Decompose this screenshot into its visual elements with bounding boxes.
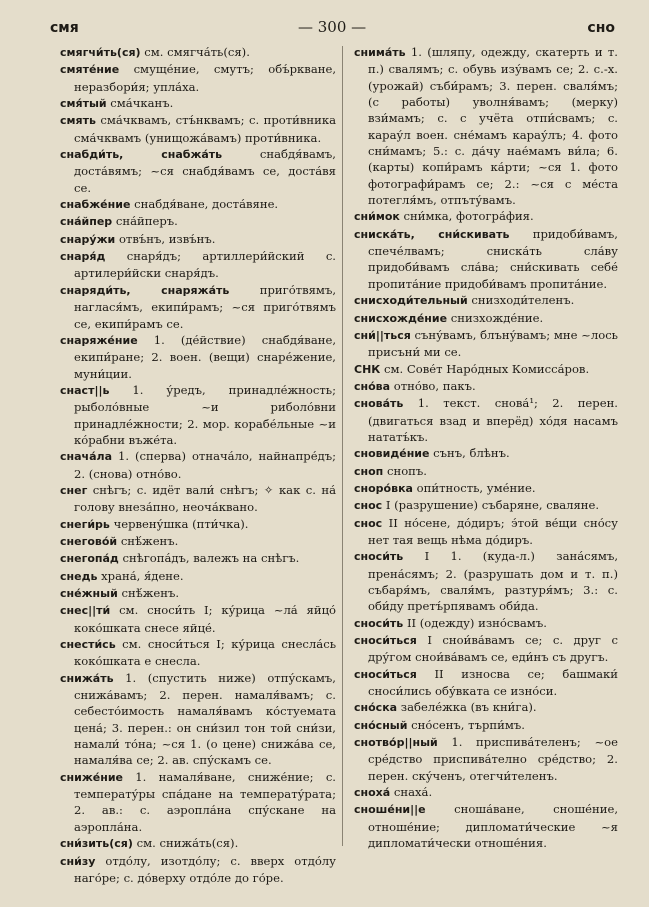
entry-headword: снару́жи [60, 232, 116, 246]
entry-definition: снизхожде́ние. [450, 310, 544, 325]
entry-headword: СНК [354, 362, 381, 376]
entry-headword: сне́жный [60, 587, 118, 600]
entry-definition: смуще́ние, смутъ; объ́ркване, неразбори́я; упла́ха. [74, 62, 337, 94]
entry-definition: снопъ. [386, 463, 427, 478]
entry-headword: сно́ска [354, 701, 398, 715]
dictionary-entry [60, 533, 336, 550]
entry-headword: снести́сь [60, 638, 116, 652]
entry-definition: забеле́жка (въ кни́га). [400, 700, 537, 715]
entry-headword: смяте́ние [60, 63, 120, 77]
entry-headword: смя́тый [60, 97, 107, 111]
entry-definition: снаха́. [393, 785, 433, 800]
entry-definition: снѣгъ; с. идёт вали́ снѣгъ; ✧ как с. на́ голову внеза́пно, неоча́квано. [74, 482, 336, 515]
entry-definition: приго́твямъ, наглася́мъ, екипи́рамъ; ~ся приго́твямъ се, екипи́рамъ се. [74, 282, 337, 331]
entry-definition: храна́, я́дене. [101, 568, 184, 583]
dictionary-entry [354, 734, 618, 784]
dictionary-entry [60, 248, 336, 282]
dictionary-entry [60, 769, 336, 835]
entry-headword: снима́ть [354, 46, 406, 59]
dictionary-entry [60, 382, 336, 448]
entry-definition: 1. у́редъ, принадле́жность; рыболо́вные ~и риболо́вни принадле́жности; 2. мор. корабе́льные ~и ко́рабни въже́та. [74, 382, 336, 447]
dictionary-entry [354, 463, 618, 480]
left-column [60, 44, 336, 886]
entry-headword: сноси́ться [354, 634, 417, 648]
entry-definition: II но́сене, до́диръ; э́той ве́щи сно́су нет тая вещь нѣма до́диръ. [368, 515, 618, 547]
dictionary-entry [60, 550, 336, 567]
entry-definition: снабдя́вамъ, доста́вямъ; ~ся снабдя́вамъ се, доста́вя се. [74, 147, 336, 195]
header-right-guide-word: сно [587, 20, 615, 36]
entry-headword: сни́мок [354, 210, 400, 224]
dictionary-entry [354, 717, 618, 734]
dictionary-entry [354, 699, 618, 716]
entry-definition: II износва се; башмаки́ сноси́лись обу́вката се изно́си. [368, 666, 618, 699]
page-header [0, 16, 649, 40]
dictionary-entry [60, 332, 336, 382]
entry-definition: 1. (шляпу, одежду, скатерть и т. п.) свалямъ; с. обувь изу́вамъ се; 2. с.-х. (урожай) съби́рамъ; 3. перен. сваля́мъ; (с работы) уволня́вамъ; (мерку) взи́мамъ; с. с учёта отпи́свамъ; с. карау́л воен. сне́мамъ карау́лъ; 4. фото сни́мамъ; 5.: с. да́чу нае́мамъ ви́ла; 6. (карты) копи́рамъ ка́рти; ~ся 1. фото фотографи́рамъ се; 2.: ~ся с ме́ста потегля́мъ, отпъту́вамъ. [368, 45, 618, 208]
entry-definition: I 1. (куда-л.) зана́сямъ, прена́сямъ; 2. (разрушать дом и т. п.) събаря́мъ, сваля́мъ, разтуря́мъ; 3.: с. оби́ду претъ́рпявамъ оби́да. [368, 549, 619, 614]
entry-definition: I (разрушение) събаряне, сваляне. [385, 498, 600, 513]
entry-headword: сноси́ть [354, 550, 404, 564]
entry-headword: сни́зу [60, 854, 96, 868]
entry-definition: см. смягча́ть(ся). [144, 45, 250, 59]
entry-definition: сма́чканъ. [110, 96, 174, 111]
dictionary-entry [354, 378, 618, 395]
entry-headword: снаст||ь [60, 383, 110, 397]
dictionary-entry [60, 44, 336, 61]
entry-definition: сни́мка, фотогра́фия. [403, 209, 534, 224]
dictionary-entry [354, 497, 618, 514]
entry-definition: снoша́ване, снoше́ние, отноше́ние; дипломати́ческие ~я дипломати́чески отноше́ния. [368, 802, 618, 851]
dictionary-entry [354, 632, 618, 666]
dictionary-entry [60, 516, 336, 533]
entry-headword: снабди́ть, снабжа́ть [60, 148, 223, 162]
entry-definition: сно́сенъ, търпи́мъ. [411, 717, 525, 732]
dictionary-entry [354, 44, 618, 208]
entry-headword: сноро́вка [354, 481, 413, 495]
dictionary-entry [60, 853, 336, 887]
dictionary-entry [354, 548, 618, 614]
entry-definition: придоби́вамъ, спече́лвамъ; сниска́ть сла́ву придоби́вамъ сла́ва; сни́скивать себе́ пропита́ние придоби́вамъ пропита́ние. [368, 226, 618, 291]
entry-headword: снисходи́тельный [354, 294, 468, 308]
entry-definition: 1. (сперва) отнача́ло, найнапре́дъ; 2. (снова) отно́во. [74, 449, 336, 481]
entry-headword: смять [60, 114, 96, 128]
entry-headword: снос [354, 499, 383, 513]
dictionary-entry [354, 361, 618, 378]
entry-headword: сновиде́ние [354, 447, 430, 461]
dictionary-entry [354, 445, 618, 462]
dictionary-entry [60, 213, 336, 230]
page-number: — 300 — [298, 18, 367, 36]
dictionary-entry [60, 95, 336, 112]
entry-headword: сни́||ться [354, 328, 411, 342]
entry-headword: снoха́ [354, 786, 391, 800]
dictionary-entry [354, 208, 618, 225]
entry-definition: см. Сове́т Наро́дных Комисса́ров. [383, 361, 590, 376]
dictionary-entry [60, 146, 336, 196]
dictionary-entry [354, 226, 618, 292]
dictionary-entry [354, 515, 618, 549]
entry-definition: снизходи́теленъ. [471, 293, 575, 308]
entry-definition: 1. текст. снова́¹; 2. перен. (двигаться взад и вперёд) хо́дя насамъ нататъ́къ. [368, 396, 618, 444]
entry-definition: отдо́лу, изотдо́лу; с. вверх отдо́лу наго́ре; с. до́верху отдо́ле до го́ре. [74, 853, 336, 885]
right-column [354, 44, 618, 852]
entry-definition: II (одежду) изно́свамъ. [406, 615, 547, 630]
header-left-guide-word: смя [50, 20, 79, 36]
entry-definition: сънъ, блѣнъ. [433, 446, 510, 461]
dictionary-entry [354, 292, 618, 309]
entry-headword: сна́йпер [60, 215, 113, 229]
dictionary-entry [354, 395, 618, 445]
entry-definition: сма́чквамъ, стъ́нквамъ; с. проти́вника сма́чквамъ (унищожа́вамъ) проти́вника. [74, 113, 337, 145]
dictionary-entry [60, 196, 336, 213]
entry-definition: опи́тность, уме́ние. [416, 480, 536, 495]
entry-headword: снеги́рь [60, 517, 110, 531]
entry-definition: I снои́ва́вамъ се; с. друг с дру́гом снои́ва́вамъ се, еди́нъ съ другъ. [368, 633, 618, 665]
entry-headword: снос [354, 516, 383, 530]
entry-headword: снача́ла [60, 450, 112, 464]
entry-definition: сна́йперъ. [115, 214, 178, 229]
dictionary-entry [60, 670, 336, 769]
entry-headword: снегопа́д [60, 552, 119, 566]
entry-definition: снабдя́ване, доста́вяне. [134, 197, 279, 212]
entry-definition: 1. (де́йствие) снабдя́ване, екипи́ране; 2. воен. (вещи) снаре́жение, муни́ции. [74, 332, 337, 381]
entry-headword: снотво́р||ный [354, 736, 438, 750]
entry-headword: снег [60, 483, 88, 497]
entry-headword: снес||ти́ [60, 604, 111, 618]
entry-headword: сноп [354, 464, 384, 478]
entry-headword: сниже́ние [60, 770, 124, 784]
entry-headword: снаряди́ть, снаряжа́ть [60, 283, 230, 297]
dictionary-entry [60, 482, 336, 516]
entry-definition: червену́шка (пти́чка). [113, 516, 249, 531]
dictionary-entry [354, 666, 618, 700]
dictionary-entry [60, 602, 336, 636]
entry-headword: сноси́ться [354, 667, 417, 681]
entry-headword: снаряже́ние [60, 333, 138, 347]
entry-headword: сно́ва [354, 379, 391, 393]
entry-definition: 1. (спустить ниже) отпу́скамъ, снижа́вамъ; 2. перен. намаля́вамъ; с. себесто́имость намаля́вамъ ко́стуемата цена́; 3. перен.: он сни́зил тон той сни́зи, намали́ то́на; ~ся 1. (о цене) снижа́ва се, намаля́ва се; 2. ав. спу́скамъ се. [74, 670, 336, 768]
entry-headword: снижа́ть [60, 671, 114, 685]
entry-headword: сниска́ть, сни́скивать [354, 227, 510, 241]
dictionary-entry [60, 112, 336, 146]
entry-definition: 1. приспива́теленъ; ~ое сре́дство приспива́телно сре́дство; 2. перен. ску́ченъ, отегчи́теленъ. [368, 735, 619, 783]
entry-definition: см. снижа́ть(ся). [136, 836, 239, 851]
dictionary-entry [60, 61, 336, 95]
dictionary-entry [354, 801, 618, 851]
dictionary-entry [60, 231, 336, 248]
entry-headword: смягчи́ть(ся) [60, 46, 141, 59]
entry-definition: снаря́дъ; артиллери́йский с. артилери́йски снаря́дъ. [74, 249, 336, 281]
dictionary-entry [60, 835, 336, 852]
entry-headword: снабже́ние [60, 198, 131, 212]
entry-definition: см. сноси́ться I; ку́рица снесла́сь коко́шката е снесла. [74, 637, 337, 669]
dictionary-entry [354, 327, 618, 361]
dictionary-entry [60, 636, 336, 670]
entry-definition: снѣгопа́дъ, валежъ на снѣгъ. [122, 551, 300, 566]
entry-definition: съну́вамъ, блъну́вамъ; мне ~лось присъни́ ми се. [368, 327, 618, 360]
dictionary-entry [60, 282, 336, 332]
dictionary-entry [354, 480, 618, 497]
entry-headword: снегово́й [60, 534, 118, 548]
entry-headword: снаря́д [60, 250, 106, 264]
entry-definition: 1. намаля́ване, сниже́ние; с. температу́ры спа́дане на температу́рата; 2. ав.: с. аэропла́на спу́скане на аэропла́на. [74, 769, 336, 834]
entry-headword: снова́ть [354, 397, 404, 411]
entry-headword: снисхожде́ние [354, 311, 448, 325]
entry-definition: отно́во, пакъ. [393, 378, 476, 393]
dictionary-entry [354, 310, 618, 327]
entry-definition: отвъ́нъ, извъ́нъ. [118, 231, 216, 246]
entry-definition: см. сноси́ть I; ку́рица ~ла́ яйцо́ коко́шката снесе яйце́. [74, 603, 337, 635]
entry-headword: снoше́ни||е [354, 803, 426, 817]
dictionary-entry [354, 615, 618, 632]
entry-headword: снедь [60, 569, 98, 583]
entry-definition: снѣ́женъ. [121, 586, 180, 600]
entry-headword: сноси́ть [354, 616, 404, 630]
dictionary-entry [60, 448, 336, 482]
entry-definition: снѣ́женъ. [120, 533, 179, 548]
dictionary-entry [354, 784, 618, 801]
column-divider [342, 46, 343, 846]
dictionary-entry [60, 585, 336, 602]
entry-headword: сни́зить(ся) [60, 837, 133, 851]
dictionary-entry [60, 568, 336, 585]
entry-headword: сно́сный [354, 718, 408, 732]
